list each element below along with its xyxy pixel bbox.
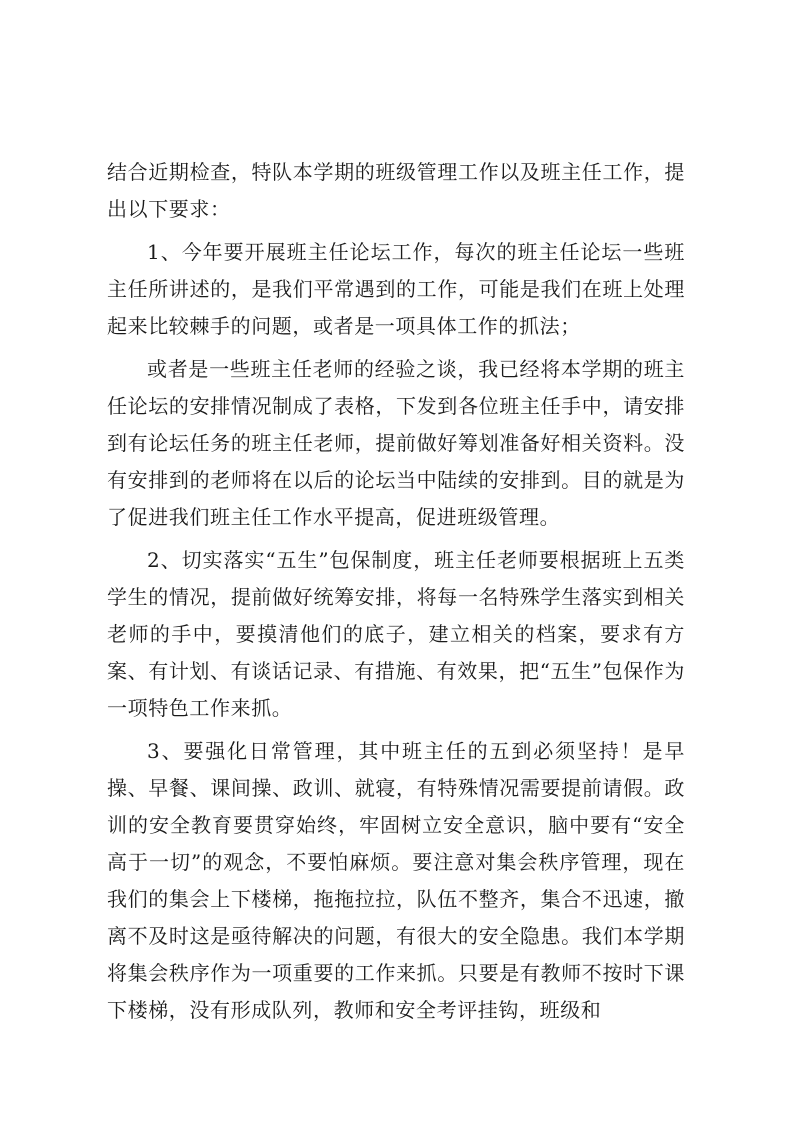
paragraph-item-1: 1、今年要开展班主任论坛工作，每次的班主任论坛一些班主任所讲述的，是我们平常遇到的工作，可能是我们在班上处理起来比较棘手的问题，或者是一项具体工作的抓法； [107, 240, 685, 338]
paragraph-intro: 结合近期检查，特队本学期的班级管理工作以及班主任工作，提出以下要求： [107, 160, 685, 221]
paragraph-item-2: 2、切实落实“五生”包保制度，班主任老师要根据班上五类学生的情况，提前做好统筹安排，将每一名特殊学生落实到相关老师的手中，要摸清他们的底子，建立相关的档案，要求有方案、有计划、有谈话记录、有措施、有效果，把“五生”包保作为一项特色工作来抓。 [107, 548, 685, 720]
paragraph-item-3: 3、要强化日常管理，其中班主任的五到必须坚持！是早操、早餐、课间操、政训、就寝，有特殊情况需要提前请假。政训的安全教育要贯穿始终，牢固树立安全意识，脑中要有“安全高于一切”的观念，不要怕麻烦。要注意对集会秩序管理，现在我们的集会上下楼梯，拖拖拉拉，队伍不整齐，集合不迅速，撤离不及时这是亟待解决的问题，有很大的安全隐患。我们本学期将集会秩序作为一项重要的工作来抓。只要是有教师不按时下课下楼梯，没有形成队列，教师和安全考评挂钩，班级和 [107, 739, 685, 1022]
document-body [107, 154, 685, 1035]
paragraph-item-1-continued: 或者是一些班主任老师的经验之谈，我已经将本学期的班主任论坛的安排情况制成了表格，下发到各位班主任手中，请安排到有论坛任务的班主任老师，提前做好筹划准备好相关资料。没有安排到的老师将在以后的论坛当中陆续的安排到。目的就是为了促进我们班主任工作水平提高，促进班级管理。 [107, 357, 685, 529]
